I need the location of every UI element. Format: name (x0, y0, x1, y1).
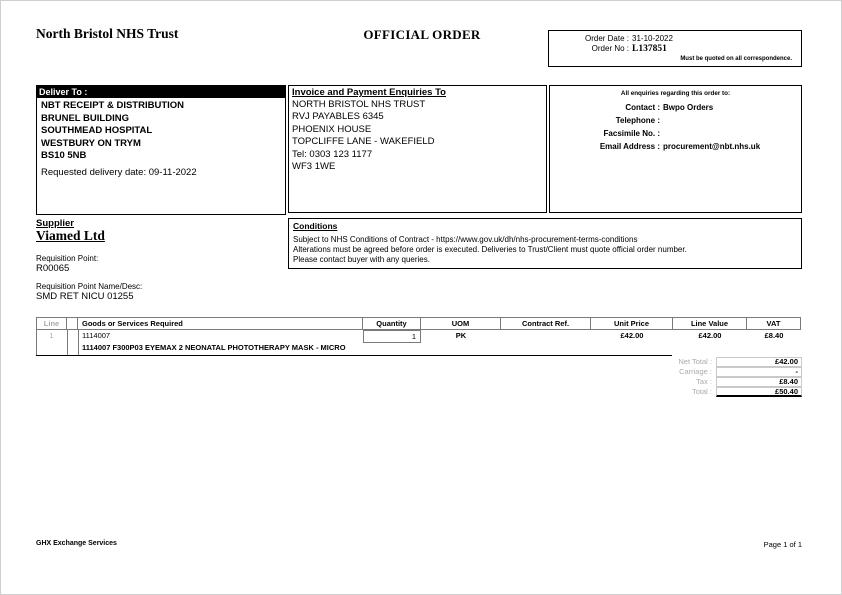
header-contract-ref: Contract Ref. (501, 317, 591, 330)
email-label: Email Address : (599, 142, 660, 151)
grand-total-label: Total : (691, 387, 712, 396)
conditions-line: Alterations must be agreed before order is executed. Deliveries to Trust/Client must quote official order number. (293, 245, 687, 254)
order-reference-box (548, 30, 802, 67)
deliver-address-line: WESTBURY ON TRYM (41, 137, 141, 149)
cell-vat: £8.40 (764, 331, 784, 340)
net-total-row (561, 357, 802, 367)
header-quantity: Quantity (363, 317, 421, 330)
trust-name: North Bristol NHS Trust (36, 26, 179, 41)
email-row (550, 140, 801, 153)
facsimile-row (550, 127, 801, 140)
invoice-address-line: RVJ PAYABLES 6345 (292, 111, 384, 123)
invoice-address-line: NORTH BRISTOL NHS TRUST (292, 99, 426, 110)
tax-label: Tax : (696, 377, 712, 386)
header-unit-price: Unit Price (591, 317, 673, 330)
order-number-row (549, 44, 801, 54)
cell-uom: PK (455, 331, 467, 340)
grand-total-row (561, 387, 802, 397)
requisition-point-name-value: SMD RET NICU 01255 (36, 291, 134, 302)
cell-unit-price: £42.00 (620, 331, 644, 340)
telephone-label: Telephone : (615, 116, 660, 125)
header-goods: Goods or Services Required (78, 317, 363, 330)
header-vat: VAT (747, 317, 801, 330)
carriage-value: - (716, 367, 802, 377)
grand-total-value: £50.40 (716, 387, 802, 397)
contact-row (550, 101, 801, 114)
order-enquiries-heading: All enquiries regarding this order to: (620, 90, 731, 97)
carriage-label: Carriage : (679, 367, 712, 376)
email-value: procurement@nbt.nhs.uk (663, 142, 761, 151)
conditions-line: Please contact buyer with any queries. (293, 255, 430, 264)
totals-block (561, 357, 802, 397)
order-enquiries-box (549, 85, 802, 213)
order-number-value: L137851 (632, 44, 667, 54)
deliver-address-line: BS10 5NB (41, 150, 87, 162)
invoice-postcode-line: WF3 1WE (292, 161, 336, 173)
cell-goods-code: 1114007 (82, 331, 111, 340)
invoice-enquiries-title: Invoice and Payment Enquiries To (292, 87, 446, 98)
order-quote-note: Must be quoted on all correspondence. (680, 56, 792, 62)
contact-value: Bwpo Orders (663, 103, 714, 112)
cell-quantity: 1 (363, 330, 421, 343)
deliver-to-box (36, 85, 286, 215)
telephone-row (550, 114, 801, 127)
order-date-row (549, 34, 801, 44)
page-number: Page 1 of 1 (763, 540, 802, 549)
header-uom: UOM (421, 317, 501, 330)
requisition-point-label: Requisition Point: (36, 254, 99, 263)
deliver-to-title: Deliver To : (37, 86, 285, 98)
column-rule (78, 330, 79, 355)
invoice-address-line: TOPCLIFFE LANE - WAKEFIELD (292, 136, 435, 148)
cell-line-number: 1 (49, 331, 54, 340)
table-row (36, 330, 801, 356)
requisition-point-name-label: Requisition Point Name/Desc: (36, 282, 143, 291)
invoice-address-line: PHOENIX HOUSE (292, 123, 372, 135)
supplier-label: Supplier (36, 218, 75, 229)
deliver-to-address (37, 98, 285, 180)
deliver-address-line: NBT RECEIPT & DISTRIBUTION (41, 100, 185, 111)
order-number-label: Order No : (591, 44, 629, 53)
requested-delivery-date: Requested delivery date: 09-11-2022 (41, 166, 197, 178)
column-rule (67, 330, 68, 355)
cell-line-value: £42.00 (698, 331, 722, 340)
net-total-label: Net Total : (678, 357, 712, 366)
items-table-header (36, 317, 801, 330)
header-line: Line (36, 317, 67, 330)
net-total-value: £42.00 (716, 357, 802, 367)
deliver-address-line: BRUNEL BUILDING (41, 112, 129, 124)
invoice-phone-line: Tel: 0303 123 1177 (292, 148, 373, 160)
carriage-row (561, 367, 802, 377)
header-spacer (67, 317, 78, 330)
conditions-line: Subject to NHS Conditions of Contract - https://www.gov.uk/dh/nhs-procurement-terms-conditions (293, 235, 638, 244)
invoice-enquiries-box (288, 85, 547, 213)
footer-service-name: GHX Exchange Services (36, 540, 117, 547)
items-table (36, 317, 801, 356)
header-line-value: Line Value (673, 317, 747, 330)
row-underline (36, 355, 672, 356)
order-date-label: Order Date : (584, 34, 629, 43)
tax-value: £8.40 (716, 377, 802, 387)
requisition-point-value: R00065 (36, 263, 70, 274)
cell-item-description: 1114007 F300P03 EYEMAX 2 NEONATAL PHOTOTHERAPY MASK - MICRO (82, 343, 346, 352)
deliver-address-line: SOUTHMEAD HOSPITAL (41, 125, 153, 137)
supplier-name: Viamed Ltd (36, 228, 105, 243)
facsimile-label: Facsimile No. : (603, 129, 660, 138)
contact-label: Contact : (625, 103, 660, 112)
conditions-title: Conditions (293, 221, 338, 231)
tax-row (561, 377, 802, 387)
conditions-box (288, 218, 802, 269)
order-date-value: 31-10-2022 (632, 34, 673, 43)
document-title: OFFICIAL ORDER (363, 27, 481, 42)
